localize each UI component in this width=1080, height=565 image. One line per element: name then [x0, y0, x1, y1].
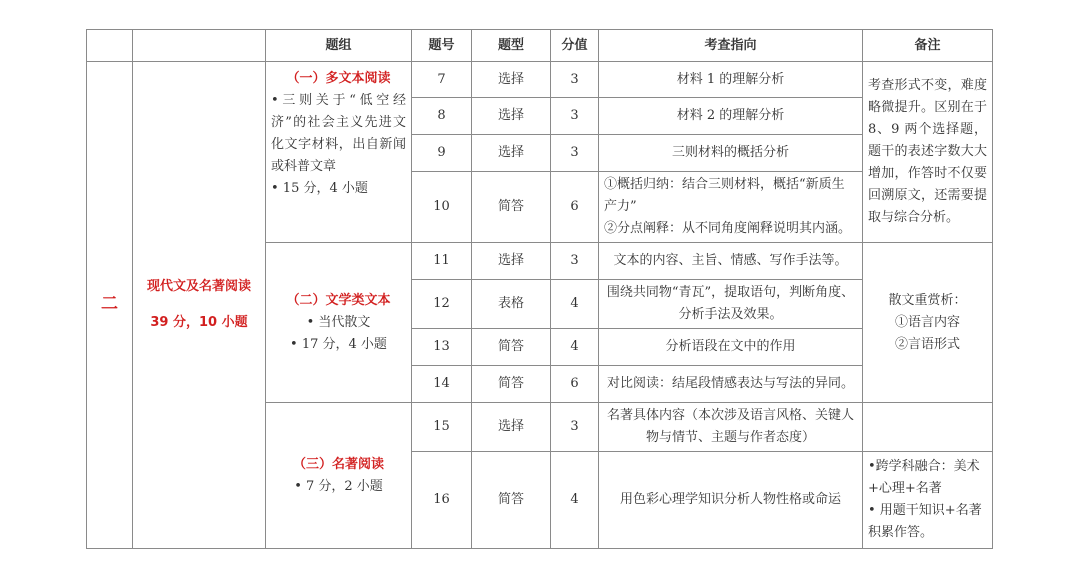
q15-score: 3 [551, 403, 599, 452]
q16-type: 简答 [472, 452, 551, 549]
q12-score: 4 [551, 280, 599, 329]
q16-score: 4 [551, 452, 599, 549]
q13-number: 13 [412, 329, 472, 366]
q11-focus: 文本的内容、主旨、情感、写作手法等。 [599, 243, 863, 280]
q14-score: 6 [551, 366, 599, 403]
q7-score: 3 [551, 62, 599, 98]
q8-score: 3 [551, 98, 599, 135]
section-title-cell [133, 62, 266, 549]
group-1-cell [266, 62, 412, 243]
q13-score: 4 [551, 329, 599, 366]
exam-structure-table [86, 29, 993, 549]
header-group: 题组 [266, 30, 412, 62]
q12-focus: 围绕共同物“青瓦”，提取语句，判断角度、分析手法及效果。 [599, 280, 863, 329]
table-row [87, 62, 993, 98]
header-blank-2 [133, 30, 266, 62]
q11-score: 3 [551, 243, 599, 280]
header-notes: 备注 [863, 30, 993, 62]
q16-notes-item-1: •跨学科融合：美术+心理+名著 [868, 459, 980, 496]
section-score: 39 分，10 小题 [150, 315, 248, 330]
group-2-title: （二）文学类文本 [286, 292, 391, 308]
group-1-title: （一）多文本阅读 [286, 71, 391, 86]
q10-focus: ①概括归纳：结合三则材料，概括“新质生产力” ②分点阐释：从不同角度阐释说明其内涵。 [599, 172, 863, 243]
group-2-notes-item-1: ①语言内容 [894, 314, 960, 330]
q9-type: 选择 [472, 135, 551, 172]
q14-number: 14 [412, 366, 472, 403]
q7-type: 选择 [472, 62, 551, 98]
q7-focus: 材料 1 的理解分析 [599, 62, 863, 98]
group-2-notes [863, 243, 993, 403]
group-1-score: • 15 分，4 小题 [271, 181, 368, 196]
q9-score: 3 [551, 135, 599, 172]
header-focus: 考查指向 [599, 30, 863, 62]
q7-number: 7 [412, 62, 472, 98]
q15-number: 15 [412, 403, 472, 452]
group-2-score: • 17 分，4 小题 [290, 336, 387, 352]
q9-number: 9 [412, 135, 472, 172]
section-number-cell [87, 62, 133, 549]
q11-number: 11 [412, 243, 472, 280]
group-3-score: • 7 分，2 小题 [294, 478, 383, 494]
q13-focus: 分析语段在文中的作用 [599, 329, 863, 366]
group-1-desc: •三则关于“低空经济”的社会主义先进文化文字材料，出自新闻或科普文章 [271, 93, 406, 174]
group-1-notes: 考查形式不变，难度略微提升。区别在于 8、9 两个选择题，题干的表述字数大大增加，作答时不仅要回溯原文，还需要提取与综合分析。 [863, 62, 993, 243]
q10-type: 简答 [472, 172, 551, 243]
section-number: 二 [101, 294, 118, 314]
group-2-desc: • 当代散文 [306, 314, 371, 330]
q8-focus: 材料 2 的理解分析 [599, 98, 863, 135]
q14-focus: 对比阅读：结尾段情感表达与写法的异同。 [599, 366, 863, 403]
q15-focus: 名著具体内容（本次涉及语言风格、关键人物与情节、主题与作者态度） [599, 403, 863, 452]
group-3-cell [266, 403, 412, 549]
q13-type: 简答 [472, 329, 551, 366]
q16-notes [863, 452, 993, 549]
section-title: 现代文及名著阅读 [146, 279, 251, 294]
group-3-title: （三）名著阅读 [292, 456, 384, 472]
q16-notes-item-2: • 用题干知识+名著积累作答。 [868, 503, 982, 540]
header-row [87, 30, 993, 62]
q16-focus: 用色彩心理学知识分析人物性格或命运 [599, 452, 863, 549]
q15-notes [863, 403, 993, 452]
group-2-notes-item-2: ②言语形式 [894, 336, 960, 352]
header-blank-1 [87, 30, 133, 62]
q12-type: 表格 [472, 280, 551, 329]
q10-number: 10 [412, 172, 472, 243]
header-type: 题型 [472, 30, 551, 62]
q8-type: 选择 [472, 98, 551, 135]
q8-number: 8 [412, 98, 472, 135]
q10-score: 6 [551, 172, 599, 243]
q14-type: 简答 [472, 366, 551, 403]
q16-number: 16 [412, 452, 472, 549]
q15-type: 选择 [472, 403, 551, 452]
header-number: 题号 [412, 30, 472, 62]
group-2-notes-title: 散文重赏析： [888, 292, 967, 308]
q9-focus: 三则材料的概括分析 [599, 135, 863, 172]
group-2-cell [266, 243, 412, 403]
q12-number: 12 [412, 280, 472, 329]
q11-type: 选择 [472, 243, 551, 280]
header-score: 分值 [551, 30, 599, 62]
